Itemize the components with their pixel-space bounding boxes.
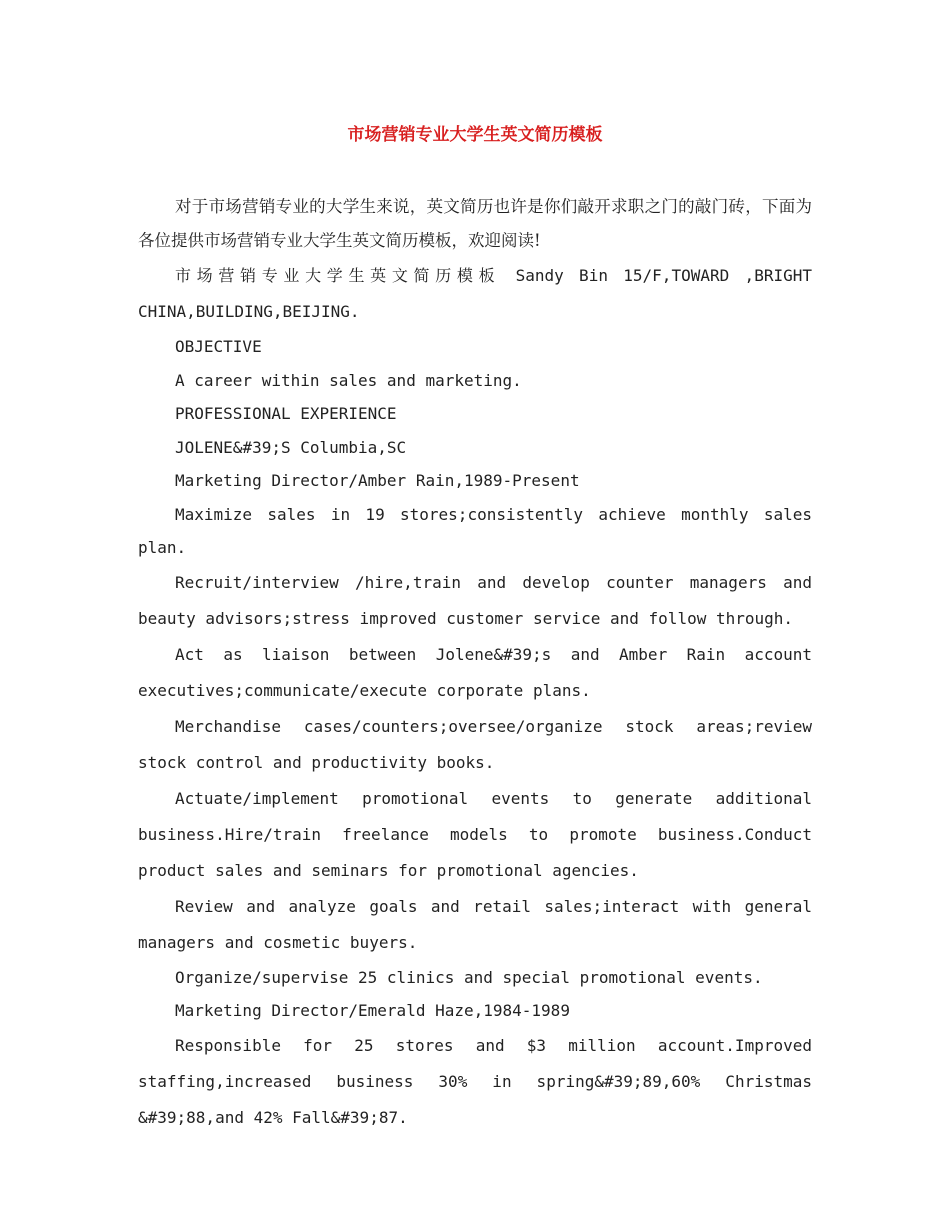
duty-paragraph: Act as liaison between Jolene&#39;s and Amber Rain account executives;communicate/execute corporate plans. (138, 644, 812, 700)
section-heading-experience: PROFESSIONAL EXPERIENCE (175, 404, 397, 423)
duty-paragraph: Recruit/interview /hire,train and develop counter managers and beauty advisors;stress improved customer service and follow through. (138, 572, 812, 628)
duty-paragraph: Review and analyze goals and retail sales;interact with general managers and cosmetic buyers. (138, 896, 812, 952)
objective-text: A career within sales and marketing. (175, 370, 522, 390)
section-heading-objective: OBJECTIVE (175, 337, 262, 356)
job-title-line: Marketing Director/Amber Rain,1989-Present (175, 471, 580, 490)
duty-paragraph: Maximize sales in 19 stores;consistently achieve monthly sales plan. (138, 504, 812, 557)
job-title-line: Marketing Director/Emerald Haze,1984-1989 (175, 1001, 570, 1020)
duty-paragraph: Organize/supervise 25 clinics and special promotional events. (175, 967, 763, 987)
document-title: 市场营销专业大学生英文简历模板 (347, 125, 603, 145)
duty-paragraph: Actuate/implement promotional events to generate additional business.Hire/train freelance models to promote business.Conduct product sales and seminars for promotional agencies. (138, 788, 812, 880)
duty-paragraph: Responsible for 25 stores and $3 million account.Improved staffing,increased business 30% in spring&#39;89,60% Christmas &#39;88,and 42% Fall&#39;87. (138, 1035, 812, 1127)
employer-line: JOLENE&#39;S Columbia,SC (175, 437, 407, 457)
duty-paragraph: Merchandise cases/counters;oversee/organize stock areas;review stock control and productivity books. (138, 716, 812, 772)
header-line: 市场营销专业大学生英文简历模板 Sandy Bin 15/F,TOWARD ,BRIGHT CHINA,BUILDING,BEIJING. (138, 266, 812, 321)
document-page (138, 118, 812, 1136)
intro-paragraph: 对于市场营销专业的大学生来说，英文简历也许是你们敲开求职之门的敲门砖，下面为各位提供市场营销专业大学生英文简历模板，欢迎阅读! (138, 197, 812, 250)
